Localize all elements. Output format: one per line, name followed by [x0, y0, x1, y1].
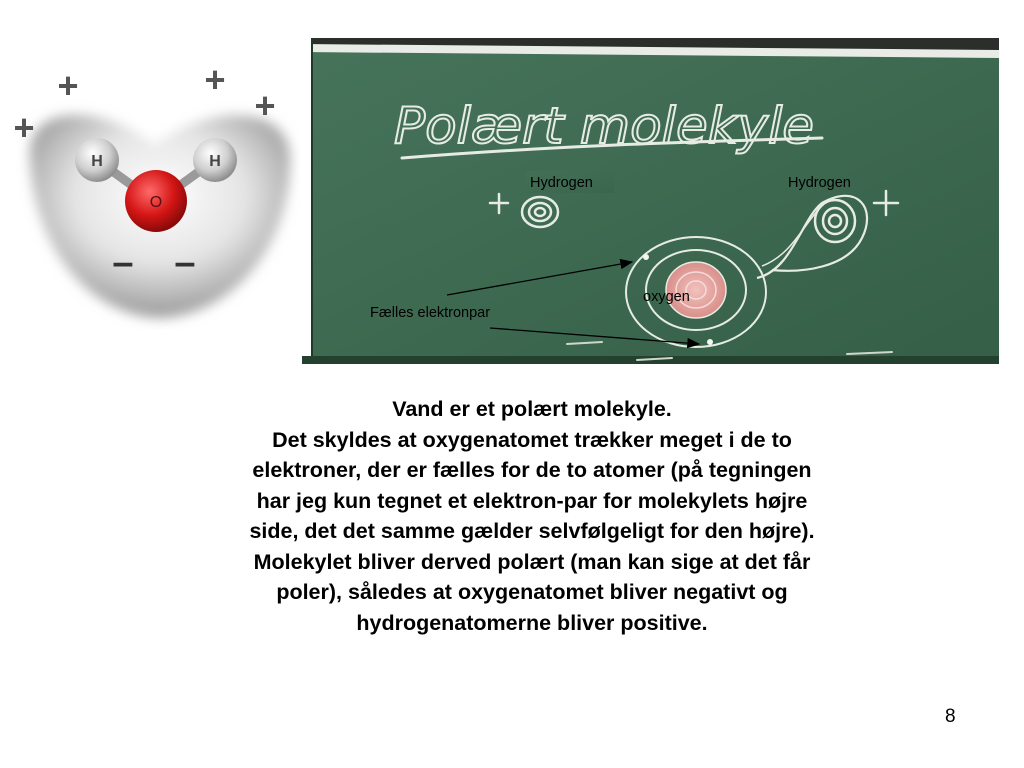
handwritten-title	[394, 97, 822, 158]
label-hydrogen-right: Hydrogen	[788, 175, 851, 191]
hydrogen-symbol-left: H	[91, 153, 103, 170]
positive-sign: +	[13, 107, 35, 148]
caption-line: side, det det samme gælder selvfølgeligt for den højre).	[249, 519, 815, 543]
water-molecule-illustration	[10, 60, 300, 330]
hydrogen-symbol-right: H	[209, 153, 221, 170]
caption-line: har jeg kun tegnet et elektron-par for molekylets højre	[256, 488, 808, 513]
oxygen-symbol: O	[149, 194, 163, 211]
caption-line: hydrogenatomerne bliver positive.	[356, 610, 708, 635]
caption-text	[150, 394, 914, 638]
caption-line: Det skyldes at oxygenatomet trækker meget i de to	[272, 427, 792, 452]
positive-sign: +	[204, 60, 226, 100]
label-hydrogen-left: Hydrogen	[530, 175, 593, 191]
caption-line: Vand er et polært molekyle.	[392, 397, 672, 421]
label-shared-electron-pair: Fælles elektronpar	[370, 305, 491, 321]
caption-line: Molekylet bliver derved polært (man kan sige at det får	[253, 549, 811, 574]
board-left-edge	[302, 38, 312, 364]
caption-line: elektroner, der er fælles for de to atomer (på tegningen	[252, 458, 812, 482]
label-oxygen: oxygen	[643, 289, 690, 305]
positive-sign: +	[254, 85, 276, 126]
water-molecule-graphic	[10, 60, 300, 330]
blackboard-drawing	[302, 38, 999, 364]
caption-line: poler), således at oxygenatomet bliver negativt og	[276, 580, 788, 604]
negative-sign: –	[174, 242, 196, 284]
positive-sign: +	[57, 65, 79, 106]
svg-text:Polært molekyle: Polært molekyle	[394, 97, 814, 155]
page-number: 8	[945, 706, 956, 727]
negative-sign: –	[112, 242, 134, 284]
blackboard-photo	[302, 38, 999, 364]
